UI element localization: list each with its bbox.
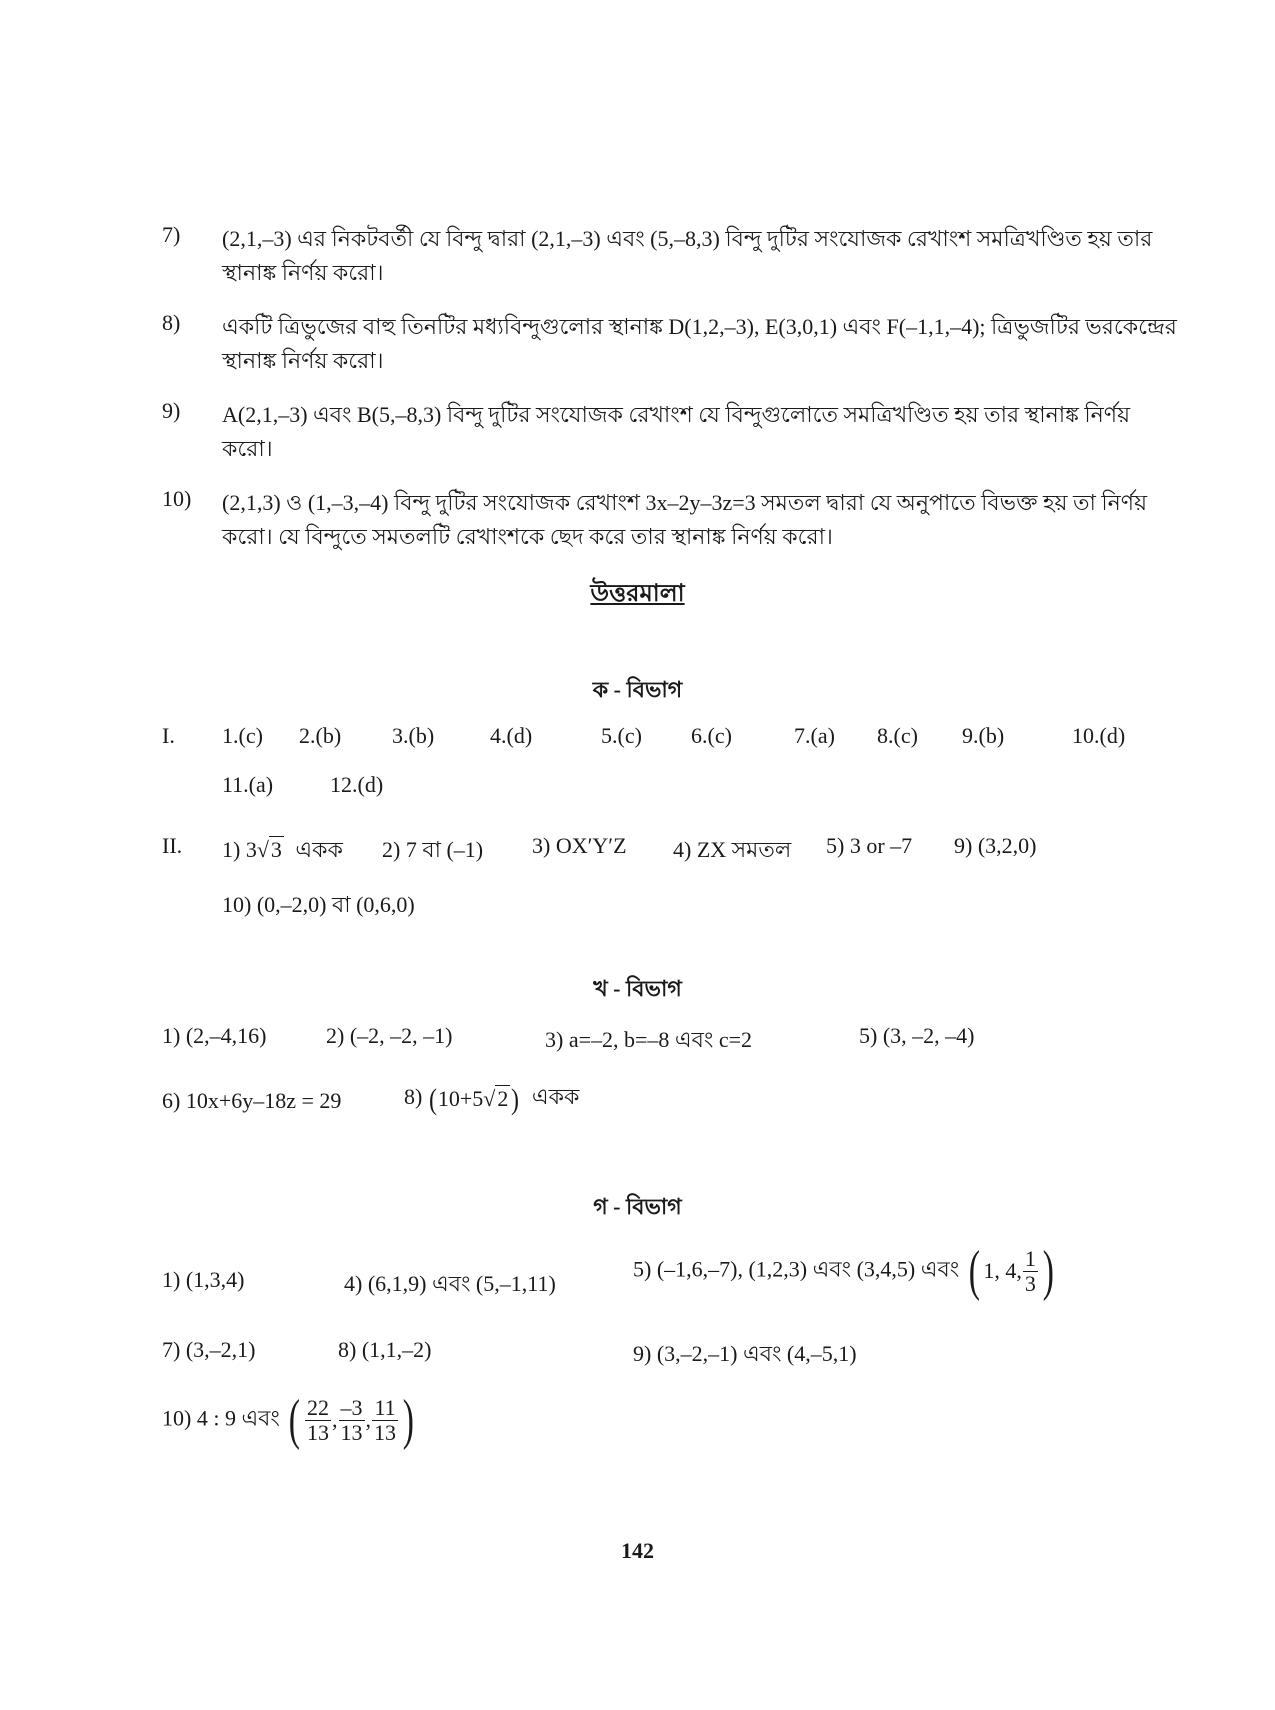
mcq-answer: 6.(c) bbox=[691, 723, 732, 748]
answer-1-text: 1) 3 bbox=[222, 837, 257, 862]
numerator: 1 bbox=[1024, 1246, 1036, 1272]
answer-5: 5) 3 or –7 bbox=[826, 833, 913, 858]
question-number: 9) bbox=[162, 398, 181, 423]
question-text-line: (2,1,–3) এর নিকটবর্তী যে বিন্দু দ্বারা (2,1,–3) এবং (5,–8,3) বিন্দু দুটির সংযোজক রেখাংশ সমত্রিখণ্ডিত হয় তার bbox=[222, 226, 1153, 251]
answer-5 bbox=[633, 1240, 1058, 1302]
question-text-line: করো। যে বিন্দুতে সমতলটি রেখাংশকে ছেদ করে তার স্থানাঙ্ক নির্ণয় করো। bbox=[222, 524, 833, 549]
question-text-line: স্থানাঙ্ক নির্ণয় করো। bbox=[222, 348, 384, 373]
sqrt-symbol: √3 bbox=[256, 837, 282, 862]
question-text-line: (2,1,3) ও (1,–3,–4) বিন্দু দুটির সংযোজক রেখাংশ 3x–2y–3z=3 সমতল দ্বারা যে অনুপাতে বিভক্ত হয় তা নির্ণয় bbox=[222, 490, 1148, 515]
section-kha-heading: খ - বিভাগ bbox=[593, 976, 682, 1001]
expression: 10+5 bbox=[437, 1086, 484, 1111]
answer-2: 2) 7 বা (–1) bbox=[382, 837, 484, 862]
mcq-answer: 12.(d) bbox=[330, 772, 384, 797]
fraction bbox=[305, 1396, 331, 1443]
answer-5: 5) (3, –2, –4) bbox=[859, 1023, 975, 1048]
answer-2: 2) (–2, –2, –1) bbox=[326, 1023, 453, 1048]
part-1-label: I. bbox=[162, 723, 175, 748]
left-paren: ( bbox=[968, 1240, 980, 1302]
mcq-answer: 7.(a) bbox=[794, 723, 835, 748]
mcq-answer: 8.(c) bbox=[877, 723, 918, 748]
fraction bbox=[372, 1396, 398, 1443]
comma: , bbox=[365, 1407, 372, 1432]
fraction-lead: 1, 4, bbox=[983, 1258, 1022, 1283]
question-number: 8) bbox=[162, 310, 181, 335]
answer-9: 9) (3,–2,–1) এবং (4,–5,1) bbox=[633, 1341, 857, 1366]
question-text-line: স্থানাঙ্ক নির্ণয় করো। bbox=[222, 260, 384, 285]
denominator: 13 bbox=[307, 1419, 330, 1445]
denominator: 13 bbox=[374, 1419, 397, 1445]
answer-10 bbox=[162, 1389, 418, 1451]
right-paren: ) bbox=[1042, 1240, 1054, 1302]
page-number: 142 bbox=[621, 1538, 654, 1563]
part-2-label: II. bbox=[162, 833, 183, 858]
numerator: 11 bbox=[372, 1396, 398, 1420]
answer-7: 7) (3,–2,1) bbox=[162, 1337, 256, 1362]
section-ka-heading: ক - বিভাগ bbox=[592, 677, 683, 702]
left-paren: ( bbox=[428, 1083, 437, 1116]
denominator: 13 bbox=[340, 1419, 363, 1445]
fraction bbox=[1023, 1247, 1038, 1294]
mcq-answer: 4.(d) bbox=[490, 723, 533, 748]
answer-3: 3) OX′Y′Z bbox=[532, 833, 627, 858]
answer-8: 8) (1,1,–2) bbox=[338, 1337, 432, 1362]
mcq-answer: 5.(c) bbox=[601, 723, 642, 748]
comma: , bbox=[332, 1407, 338, 1432]
denominator: 3 bbox=[1024, 1270, 1036, 1296]
answer-10-text: 10) 4 : 9 এবং bbox=[162, 1405, 280, 1431]
answer-1: 1) (2,–4,16) bbox=[162, 1023, 267, 1048]
answer-8-label: 8) bbox=[404, 1084, 423, 1109]
mcq-answer: 2.(b) bbox=[299, 723, 342, 748]
question-number: 10) bbox=[162, 486, 192, 511]
answer-1-unit: একক bbox=[295, 837, 343, 862]
mcq-answer: 10.(d) bbox=[1072, 723, 1126, 748]
section-ga-heading: গ - বিভাগ bbox=[593, 1194, 682, 1219]
numerator: 22 bbox=[307, 1395, 330, 1421]
answer-10: 10) (0,–2,0) বা (0,6,0) bbox=[222, 892, 415, 917]
right-paren: ) bbox=[402, 1389, 414, 1451]
answers-title: উত্তরমালা bbox=[590, 581, 685, 607]
radicand: 3 bbox=[270, 837, 282, 862]
answer-4: 4) (6,1,9) এবং (5,–1,11) bbox=[344, 1271, 556, 1296]
mcq-answer: 1.(c) bbox=[222, 723, 263, 748]
question-text-line: A(2,1,–3) এবং B(5,–8,3) বিন্দু দুটির সংযোজক রেখাংশ যে বিন্দুগুলোতে সমত্রিখণ্ডিত হয় তার স্থানাঙ্ক নির্ণয় bbox=[222, 402, 1131, 427]
answer-8 bbox=[404, 1080, 579, 1117]
answer-1: 1) (1,3,4) bbox=[162, 1267, 245, 1292]
mcq-answer: 9.(b) bbox=[962, 723, 1005, 748]
question-text-line: একটি ত্রিভুজের বাহু তিনটির মধ্যবিন্দুগুলোর স্থানাঙ্ক D(1,2,–3), E(3,0,1) এবং F(–1,1,–4); ত্রিভুজটির ভরকেন্দ্রের bbox=[222, 314, 1177, 339]
answer-6: 6) 10x+6y–18z = 29 bbox=[162, 1088, 342, 1113]
question-text-line: করো। bbox=[222, 436, 273, 461]
question-number: 7) bbox=[162, 222, 181, 247]
answer-9: 9) (3,2,0) bbox=[954, 833, 1037, 858]
answer-1 bbox=[222, 833, 343, 870]
answer-3: 3) a=–2, b=–8 এবং c=2 bbox=[545, 1027, 753, 1052]
answer-4: 4) ZX সমতল bbox=[673, 837, 792, 862]
right-paren: ) bbox=[511, 1083, 520, 1116]
mcq-answer: 11.(a) bbox=[222, 772, 274, 797]
answer-8-unit: একক bbox=[531, 1084, 580, 1109]
left-paren: ( bbox=[289, 1389, 301, 1451]
answer-5-text: 5) (–1,6,–7), (1,2,3) এবং (3,4,5) এবং bbox=[633, 1256, 960, 1282]
radicand: 2 bbox=[497, 1086, 509, 1111]
mcq-answer: 3.(b) bbox=[392, 723, 435, 748]
numerator: –3 bbox=[340, 1395, 363, 1421]
sqrt-symbol: √2 bbox=[483, 1086, 509, 1111]
fraction bbox=[339, 1396, 365, 1443]
